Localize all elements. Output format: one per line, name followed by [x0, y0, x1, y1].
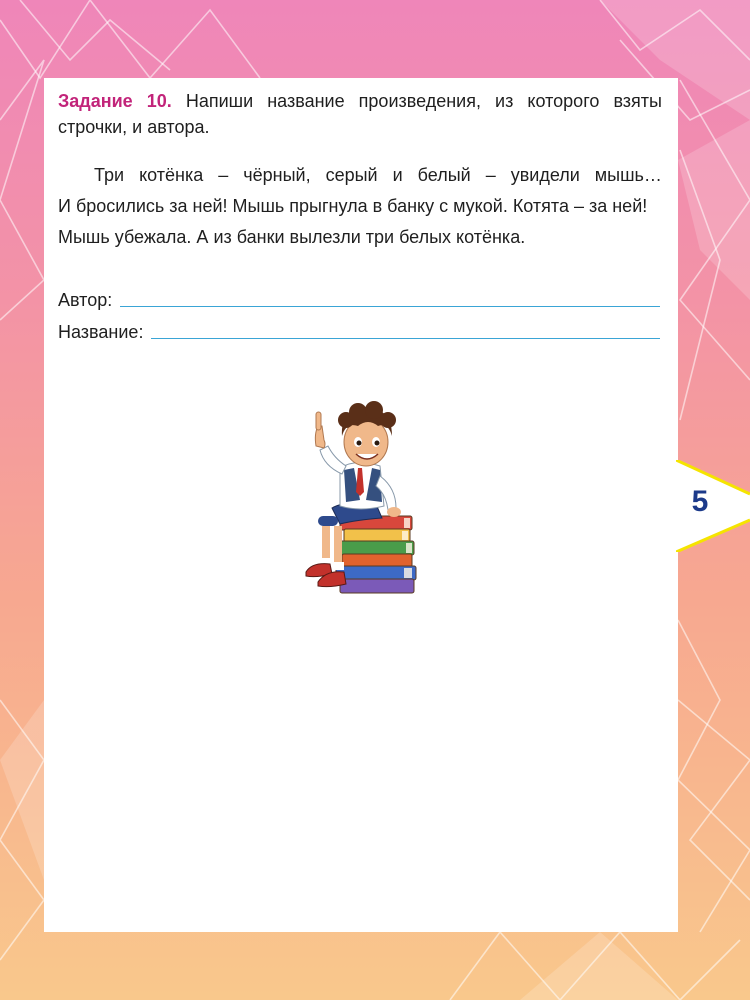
- boy-on-books-icon: [296, 396, 432, 601]
- excerpt-line-2: И бросились за ней! Мышь прыгнула в банку с мукой. Котята – за ней!: [58, 196, 648, 216]
- excerpt-text: [58, 160, 662, 253]
- title-answer-row: [58, 320, 660, 343]
- excerpt-word: чёрный,: [243, 165, 311, 185]
- author-answer-row: [58, 288, 660, 311]
- excerpt-word: мышь…: [594, 165, 662, 185]
- title-answer-line[interactable]: [151, 320, 660, 339]
- excerpt-line-3: Мышь убежала. А из банки вылезли три белых котёнка.: [58, 227, 526, 247]
- task-instruction: [58, 88, 662, 140]
- excerpt-line-1: [58, 160, 662, 191]
- author-label: Автор:: [58, 290, 113, 310]
- excerpt-word: увидели: [510, 165, 580, 185]
- excerpt-word: белый: [417, 165, 471, 185]
- excerpt-word: серый: [325, 165, 378, 185]
- excerpt-word: Три: [94, 165, 125, 185]
- title-label: Название:: [58, 322, 144, 342]
- page-number: 5: [691, 485, 709, 518]
- excerpt-word: и: [392, 165, 403, 185]
- excerpt-word: котёнка: [139, 165, 204, 185]
- worksheet-page: [44, 78, 678, 932]
- task-text: Напиши название произведения, из которого взяты строчки, и автора.: [58, 91, 662, 137]
- excerpt-word: –: [218, 165, 229, 185]
- task-number: Задание 10.: [58, 91, 172, 111]
- excerpt-word: –: [485, 165, 496, 185]
- author-answer-line[interactable]: [120, 288, 660, 307]
